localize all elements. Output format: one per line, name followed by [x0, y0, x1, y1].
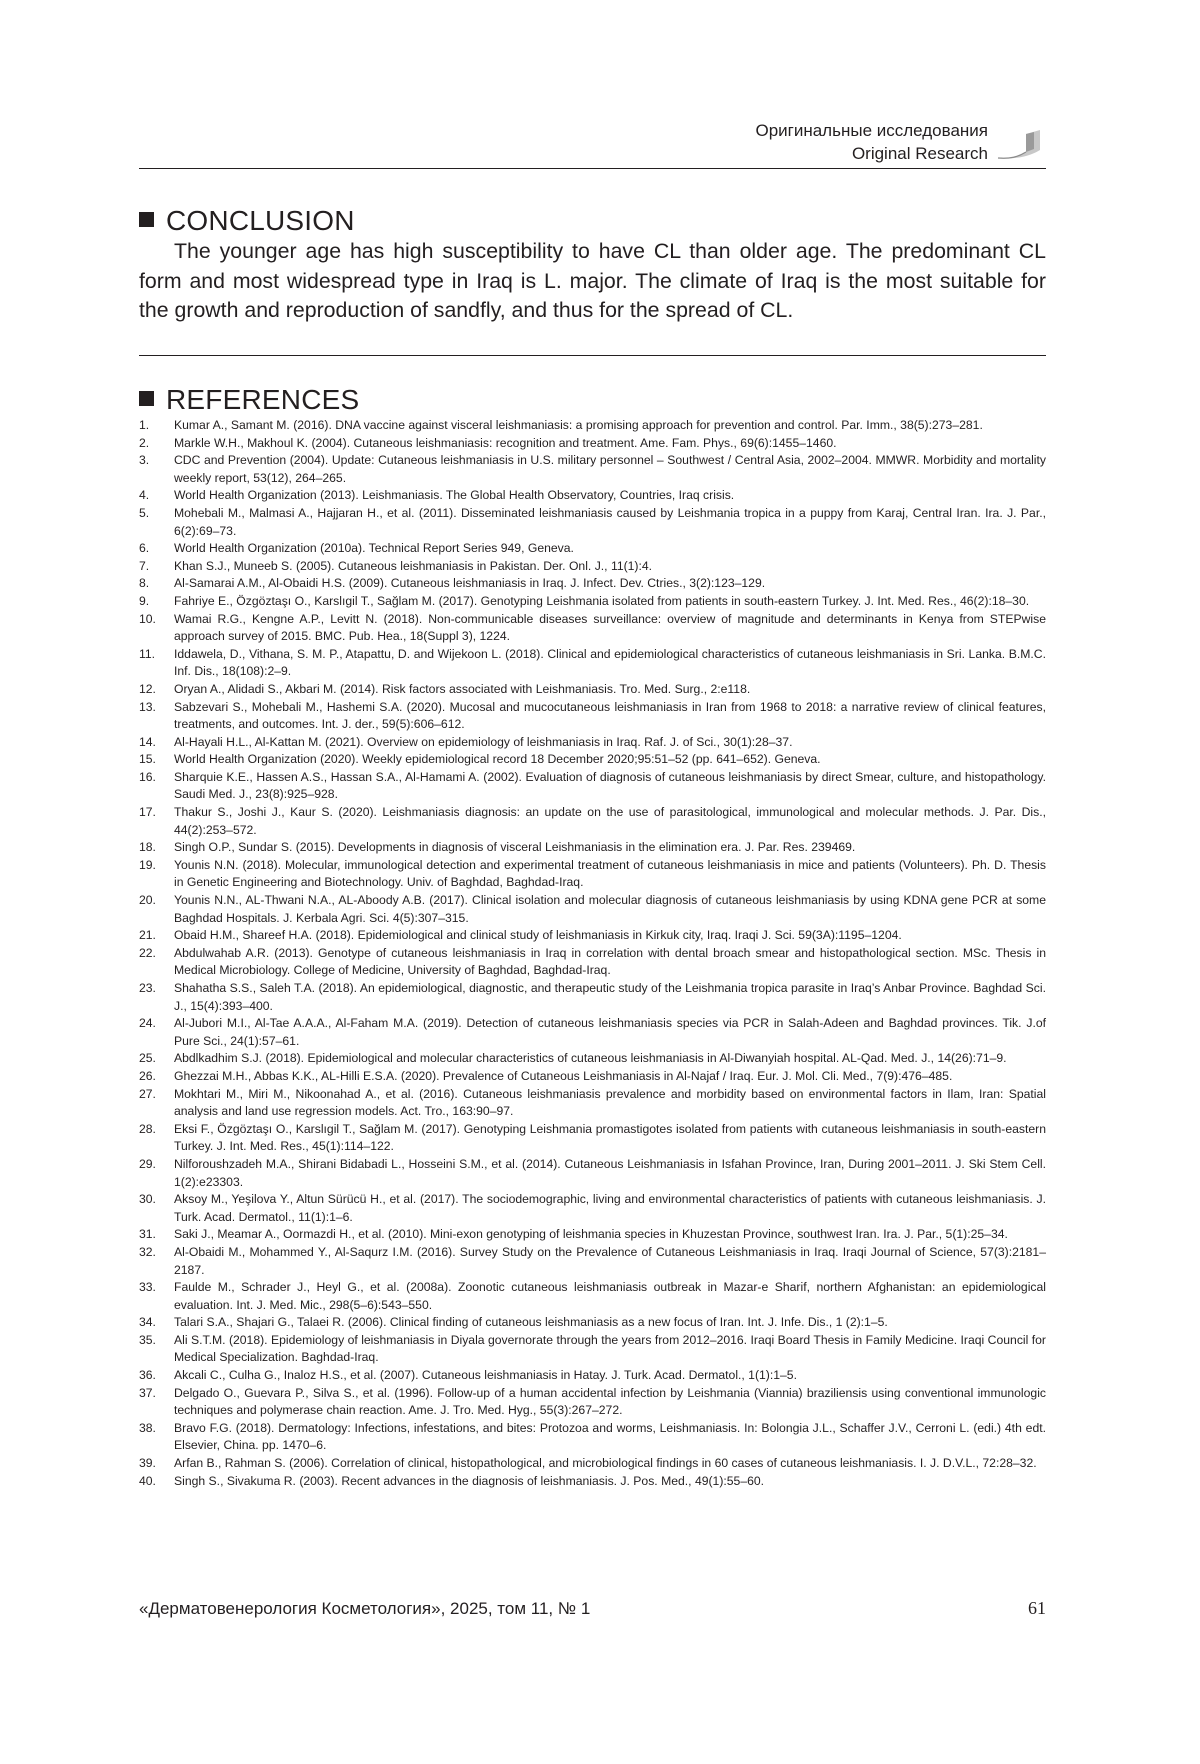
reference-number: 27. — [139, 1086, 156, 1101]
reference-text: Delgado O., Guevara P., Silva S., et al. (1996). Follow-up of a human accidental infection by Leishmania (Viannia) braziliensis using conventional immunologic techniques and polymerase chain reaction. Ame. J. Tro. Med. Hyg., 55(3):267–272. — [174, 1385, 1046, 1418]
reference-number: 7. — [139, 558, 150, 573]
reference-text: Abdulwahab A.R. (2013). Genotype of cutaneous leishmaniasis in Iraq in correlation with dental broach smear and histopathological section. MSc. Thesis in Medical Microbiology. College of Medicine, University of Baghdad, Baghdad-Iraq. — [174, 945, 1046, 978]
reference-number: 9. — [139, 593, 150, 608]
reference-number: 39. — [139, 1456, 156, 1471]
reference-item — [139, 1244, 1046, 1279]
reference-text: Al-Jubori M.I., Al-Tae A.A.A., Al-Faham M.A. (2019). Detection of cutaneous leishmaniasis species via PCR in Salah-Adeen and Baghdad provinces. Tik. J.of Pure Sci., 24(1):57–61. — [174, 1016, 1046, 1048]
reference-item — [139, 1068, 1046, 1086]
section-label-ru: Оригинальные исследования — [755, 121, 988, 140]
reference-number: 15. — [139, 752, 156, 767]
reference-text: Al-Hayali H.L., Al-Kattan M. (2021). Overview on epidemiology of leishmaniasis in Iraq. Raf. J. of Sci., 30(1):28–37. — [174, 734, 793, 749]
reference-text: Younis N.N. (2018). Molecular, immunological detection and experimental treatment of cutaneous leishmaniasis in mice and patients (Volunteers). Ph. D. Thesis in Genetic Engineering and Biotechnology. Univ. of Baghdad, Baghdad-Iraq. — [174, 857, 1046, 890]
reference-text: World Health Organization (2020). Weekly epidemiological record 18 December 2020;95:51–52 (pp. 641–652). Geneva. — [174, 752, 821, 767]
page-number: 61 — [1028, 1598, 1046, 1618]
reference-number: 13. — [139, 699, 156, 714]
reference-item — [139, 575, 1046, 593]
journal-citation: «Дерматовенерология Косметология», 2025, том 11, № 1 — [139, 1599, 591, 1618]
reference-item — [139, 1086, 1046, 1121]
square-bullet-icon — [139, 391, 154, 406]
reference-item — [139, 1156, 1046, 1191]
reference-item — [139, 681, 1046, 699]
reference-number: 23. — [139, 981, 156, 995]
reference-number: 38. — [139, 1420, 156, 1435]
reference-text: World Health Organization (2013). Leishmaniasis. The Global Health Observatory, Countries, Iraq crisis. — [174, 488, 735, 503]
reference-item — [139, 558, 1046, 576]
reference-number: 32. — [139, 1244, 156, 1259]
reference-text: Arfan B., Rahman S. (2006). Correlation of clinical, histopathological, and microbiological findings in 60 cases of cutaneous leishmaniasis. I. J. D.V.L., 72:28–32. — [174, 1456, 1037, 1471]
reference-text: World Health Organization (2010a). Technical Report Series 949, Geneva. — [174, 541, 574, 556]
reference-item — [139, 593, 1046, 611]
reference-item — [139, 487, 1046, 505]
reference-number: 20. — [139, 893, 156, 908]
references-title: REFERENCES — [166, 384, 360, 415]
reference-text: Aksoy M., Yeşilova Y., Altun Sürücü H., et al. (2017). The sociodemographic, living and environmental characteristics of patients with cutaneous leishmaniasis. J. Turk. Acad. Dermatol., 11(1):1–6. — [174, 1192, 1046, 1224]
reference-item — [139, 804, 1046, 839]
reference-number: 26. — [139, 1068, 156, 1083]
reference-item — [139, 769, 1046, 804]
reference-item — [139, 751, 1046, 769]
reference-text: Ali S.T.M. (2018). Epidemiology of leishmaniasis in Diyala governorate through the years from 2012–2016. Iraqi Board Thesis in Family Medicine. Iraqi Council for Medical Specialization. Baghdad-Iraq. — [174, 1332, 1046, 1365]
conclusion-text: The younger age has high susceptibility to have CL than older age. The predominant CL form and most widespread type in Iraq is L. major. The climate of Iraq is the most suitable for the growth and reproduction of sandfly, and thus for the spread of CL. — [139, 239, 1046, 322]
reference-item — [139, 927, 1046, 945]
square-bullet-icon — [139, 212, 154, 227]
reference-item — [139, 839, 1046, 857]
reference-text: Singh O.P., Sundar S. (2015). Developments in diagnosis of visceral Leishmaniasis in the elimination era. J. Par. Res. 239469. — [174, 840, 856, 855]
reference-number: 30. — [139, 1192, 156, 1207]
reference-text: Kumar A., Samant M. (2016). DNA vaccine against visceral leishmaniasis: a promising approach for prevention and control. Par. Imm., 38(5):273–281. — [174, 418, 983, 432]
reference-item — [139, 734, 1046, 752]
reference-item — [139, 1314, 1046, 1332]
conclusion-heading — [139, 205, 355, 237]
reference-text: Nilforoushzadeh M.A., Shirani Bidabadi L., Hosseini S.M., et al. (2014). Cutaneous Leishmaniasis in Isfahan Province, Iran, During 2001–2011. J. Ski Stem Cell. 1(2):e23303. — [174, 1156, 1046, 1189]
reference-item — [139, 699, 1046, 734]
reference-text: Khan S.J., Muneeb S. (2005). Cutaneous leishmaniasis in Pakistan. Der. Onl. J., 11(1):4. — [174, 558, 653, 573]
reference-item — [139, 1420, 1046, 1455]
reference-item — [139, 857, 1046, 892]
conclusion-title: CONCLUSION — [166, 205, 355, 236]
reference-item — [139, 1279, 1046, 1314]
reference-text: Bravo F.G. (2018). Dermatology: Infections, infestations, and bites: Protozoa and worms, Leishmaniasis. In: Bolongia J.L., Schaffer J.V., Cerroni L. (edi.) 4th edt. Elsevier, China. pp. 1470–6. — [174, 1420, 1046, 1453]
reference-text: Akcali C., Culha G., Inaloz H.S., et al. (2007). Cutaneous leishmaniasis in Hatay. J. Turk. Acad. Dermatol., 1(1):1–5. — [174, 1368, 797, 1383]
reference-text: Shahatha S.S., Saleh T.A. (2018). An epidemiological, diagnostic, and therapeutic study of the Leishmania tropica parasite in Iraq’s Anbar Province. Baghdad Sci. J., 15(4):393–400. — [174, 981, 1046, 1013]
reference-number: 34. — [139, 1315, 156, 1330]
reference-number: 3. — [139, 453, 150, 468]
reference-item — [139, 1015, 1046, 1050]
journal-logo-icon — [996, 128, 1046, 162]
reference-text: Obaid H.M., Shareef H.A. (2018). Epidemiological and clinical study of leishmaniasis in Kirkuk city, Iraq. Iraqi J. Sci. 59(3A):1195–1204. — [174, 928, 902, 943]
reference-number: 40. — [139, 1473, 156, 1488]
reference-item — [139, 1226, 1046, 1244]
reference-item — [139, 1473, 1046, 1491]
reference-item — [139, 417, 1046, 435]
reference-text: Oryan A., Alidadi S., Akbari M. (2014). Risk factors associated with Leishmaniasis. Tro. Med. Surg., 2:e118. — [174, 681, 751, 696]
reference-text: Al-Obaidi M., Mohammed Y., Al-Saqurz I.M. (2016). Survey Study on the Prevalence of Cutaneous Leishmaniasis in Iraq. Iraqi Journal of Science, 57(3):2181–2187. — [174, 1244, 1046, 1277]
reference-text: Wamai R.G., Kengne A.P., Levitt N. (2018). Non-communicable diseases surveillance: overview of magnitude and determinants in Kenya from STEPwise approach survey of 2015. BMC. Pub. Hea., 18(Suppl 3), 1224. — [174, 611, 1046, 644]
reference-number: 28. — [139, 1121, 156, 1136]
reference-number: 16. — [139, 769, 156, 784]
reference-text: Saki J., Meamar A., Oormazdi H., et al. (2010). Mini-exon genotyping of leishmania species in Khuzestan Province, southwest Iran. Ira. J. Par., 5(1):25–34. — [174, 1227, 1008, 1242]
reference-number: 4. — [139, 488, 150, 503]
reference-number: 29. — [139, 1156, 156, 1171]
page-header — [139, 116, 1046, 169]
reference-number: 17. — [139, 805, 156, 820]
reference-item — [139, 1332, 1046, 1367]
reference-text: Singh S., Sivakuma R. (2003). Recent advances in the diagnosis of leishmaniasis. J. Pos. Med., 49(1):55–60. — [174, 1473, 765, 1488]
reference-text: Sharquie K.E., Hassen A.S., Hassan S.A., Al-Hamami A. (2002). Evaluation of diagnosis of cutaneous leishmaniasis by direct Smear, culture, and histopathology. Saudi Med. J., 23(8):925–928. — [174, 769, 1046, 802]
reference-number: 35. — [139, 1332, 156, 1347]
reference-text: Markle W.H., Makhoul K. (2004). Cutaneous leishmaniasis: recognition and treatment. Ame. Fam. Phys., 69(6):1455–1460. — [174, 435, 837, 450]
reference-number: 19. — [139, 857, 156, 872]
reference-item — [139, 646, 1046, 681]
reference-item — [139, 452, 1046, 487]
reference-text: Thakur S., Joshi J., Kaur S. (2020). Leishmaniasis diagnosis: an update on the use of parasitological, immunological and molecular methods. J. Par. Dis., 44(2):253–572. — [174, 805, 1046, 837]
reference-text: Iddawela, D., Vithana, S. M. P., Atapattu, D. and Wijekoon L. (2018). Clinical and epidemiological characteristics of cutaneous leishmaniasis in Sri. Lanka. B.M.C. Inf. Dis., 18(108):2–9. — [174, 646, 1046, 679]
reference-item — [139, 980, 1046, 1015]
reference-number: 22. — [139, 945, 156, 960]
reference-number: 18. — [139, 840, 156, 855]
reference-text: Mokhtari M., Miri M., Nikoonahad A., et al. (2016). Cutaneous leishmaniasis prevalence and morbidity based on environmental factors in Ilam, Iran: Spatial analysis and land use regression models. Act. Tro., 163:90–97. — [174, 1086, 1046, 1119]
reference-number: 6. — [139, 541, 150, 556]
references-heading — [139, 384, 359, 416]
reference-item — [139, 1121, 1046, 1156]
reference-item — [139, 540, 1046, 558]
section-divider — [139, 355, 1046, 356]
reference-number: 24. — [139, 1016, 156, 1031]
reference-number: 33. — [139, 1280, 156, 1295]
reference-item — [139, 945, 1046, 980]
reference-text: Faulde M., Schrader J., Heyl G., et al. (2008a). Zoonotic cutaneous leishmaniasis outbreak in Mazar-e Sharif, northern Afghanistan: an epidemiological evaluation. Int. J. Med. Mic., 298(5–6):543–550. — [174, 1280, 1046, 1312]
reference-text: Ghezzai M.H., Abbas K.K., AL-Hilli E.S.A. (2020). Prevalence of Cutaneous Leishmaniasis in Al-Najaf / Iraq. Eur. J. Mol. Cli. Med., 7(9):476–485. — [174, 1068, 953, 1083]
reference-number: 2. — [139, 435, 150, 450]
reference-number: 37. — [139, 1385, 156, 1400]
reference-item — [139, 1050, 1046, 1068]
reference-text: Sabzevari S., Mohebali M., Hashemi S.A. (2020). Mucosal and mucocutaneous leishmaniasis in Iran from 1968 to 2018: a narrative review of clinical features, treatments, and outcomes. Int. J. der., 59(5):606–612. — [174, 699, 1046, 732]
reference-number: 25. — [139, 1051, 156, 1066]
reference-number: 36. — [139, 1368, 156, 1383]
reference-item — [139, 435, 1046, 453]
reference-item — [139, 1385, 1046, 1420]
reference-item — [139, 611, 1046, 646]
reference-text: Al-Samarai A.M., Al-Obaidi H.S. (2009). Cutaneous leishmaniasis in Iraq. J. Infect. Dev. Ctries., 3(2):123–129. — [174, 576, 766, 591]
reference-item — [139, 892, 1046, 927]
reference-number: 1. — [139, 418, 150, 432]
reference-item — [139, 1191, 1046, 1226]
reference-text: Mohebali M., Malmasi A., Hajjaran H., et al. (2011). Disseminated leishmaniasis caused by Leishmania tropica in a puppy from Karaj, Central Iran. Ira. J. Par., 6(2):69–73. — [174, 505, 1046, 538]
reference-number: 5. — [139, 505, 150, 520]
reference-text: Eksi F., Özgöztaşı O., Karslıgil T., Sağlam M. (2017). Genotyping Leishmania promastigotes isolated from patients with cutaneous leishmaniasis in south-eastern Turkey. J. Int. Med. Res., 45(1):114–122. — [174, 1121, 1046, 1154]
reference-number: 14. — [139, 734, 156, 749]
reference-text: CDC and Prevention (2004). Update: Cutaneous leishmaniasis in U.S. military personnel – Southwest / Central Asia, 2002–2004. MMWR. Morbidity and mortality weekly report, 53(12), 264–265. — [174, 453, 1046, 485]
reference-number: 12. — [139, 681, 156, 696]
reference-number: 11. — [139, 646, 156, 661]
reference-list — [139, 417, 1046, 1490]
reference-text: Younis N.N., AL-Thwani N.A., AL-Aboody A.B. (2017). Clinical isolation and molecular diagnosis of cutaneous leishmaniasis by using KDNA gene PCR at some Baghdad Hospitals. J. Kerbala Agri. Sci. 4(5):307–315. — [174, 893, 1046, 925]
reference-number: 8. — [139, 576, 150, 591]
reference-text: Abdlkadhim S.J. (2018). Epidemiological and molecular characteristics of cutaneous leishmaniasis in Al-Diwanyiah hospital. AL-Qad. Med. J., 14(26):71–9. — [174, 1051, 1007, 1066]
conclusion-paragraph — [139, 237, 1046, 326]
reference-number: 21. — [139, 928, 156, 943]
reference-number: 31. — [139, 1227, 156, 1242]
section-label-en: Original Research — [851, 144, 988, 163]
reference-text: Fahriye E., Özgöztaşı O., Karslıgil T., Sağlam M. (2017). Genotyping Leishmania isolated from patients in south-eastern Turkey. J. Int. Med. Res., 46(2):18–30. — [174, 593, 1030, 608]
reference-number: 10. — [139, 611, 156, 626]
reference-item — [139, 505, 1046, 540]
reference-text: Talari S.A., Shajari G., Talaei R. (2006). Clinical finding of cutaneous leishmaniasis as a new focus of Iran. Int. J. Infe. Dis., 1 (2):1–5. — [174, 1315, 888, 1330]
reference-item — [139, 1455, 1046, 1473]
reference-item — [139, 1367, 1046, 1385]
